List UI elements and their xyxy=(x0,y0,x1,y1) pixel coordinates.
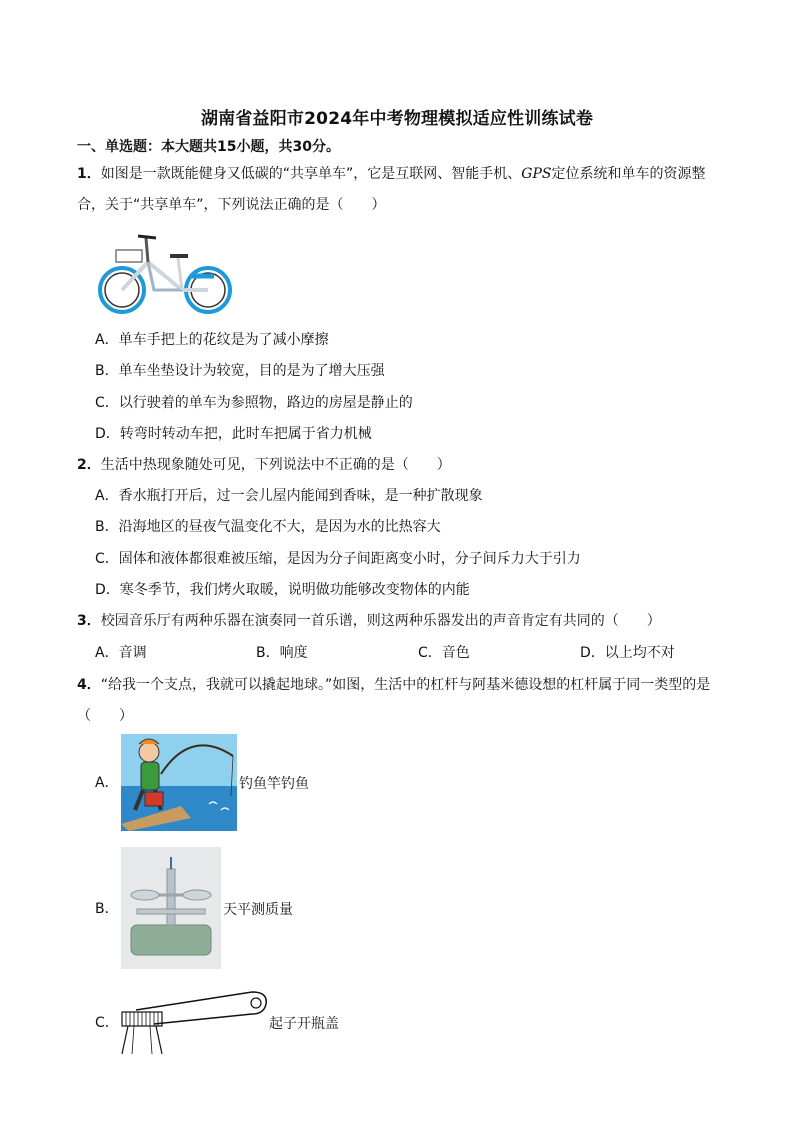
question-3-text: 校园音乐厅有两种乐器在演奏同一首乐谱，则这两种乐器发出的声音肯定有共同的（ ） xyxy=(100,613,661,629)
question-1-option-a[interactable]: A．单车手把上的花纹是为了减小摩擦 xyxy=(95,332,329,348)
question-4-option-a-caption: 钓鱼竿钓鱼 xyxy=(239,776,309,792)
question-1-option-c[interactable]: C．以行驶着的单车为参照物，路边的房屋是静止的 xyxy=(95,395,413,411)
question-4-paren: （ ） xyxy=(77,708,133,724)
question-1-line-1 xyxy=(77,164,705,184)
question-1-text-b: 定位系统和单车的资源整 xyxy=(551,166,706,182)
question-1-gps: GPS xyxy=(521,166,552,182)
question-1-line-2: 合，关于“共享单车”，下列说法正确的是（ ） xyxy=(77,197,386,213)
section-heading: 一、单选题：本大题共15小题，共30分。 xyxy=(77,139,340,155)
question-3-option-c[interactable]: C．音色 xyxy=(418,645,470,661)
question-1-number: 1． xyxy=(77,166,101,182)
question-1-text-a: 如图是一款既能健身又低碳的“共享单车”，它是互联网、智能手机、 xyxy=(100,166,522,182)
question-4-number: 4． xyxy=(77,677,101,693)
question-3-option-a[interactable]: A．音调 xyxy=(95,645,147,661)
balance-scale-image xyxy=(121,847,221,969)
question-2-text: 生活中热现象随处可见，下列说法中不正确的是（ ） xyxy=(100,457,451,473)
shared-bicycle-image xyxy=(96,230,236,318)
question-4-option-c-letter[interactable]: C． xyxy=(95,1015,119,1031)
question-2-option-b[interactable]: B．沿海地区的昼夜气温变化不大，是因为水的比热容大 xyxy=(95,519,441,535)
fishing-rod-image xyxy=(121,734,237,831)
question-4-text: “给我一个支点，我就可以撬起地球。”如图，生活中的杠杆与阿基米德设想的杠杆属于同一类型的是 xyxy=(100,677,711,693)
exam-title: 湖南省益阳市2024年中考物理模拟适应性训练试卷 xyxy=(200,109,594,129)
question-4-option-b-letter[interactable]: B． xyxy=(95,901,119,917)
question-4-option-c-caption: 起子开瓶盖 xyxy=(269,1016,339,1032)
question-2-option-d[interactable]: D．寒冬季节，我们烤火取暖，说明做功能够改变物体的内能 xyxy=(95,582,470,598)
question-2-option-a[interactable]: A．香水瓶打开后，过一会儿屋内能闻到香味，是一种扩散现象 xyxy=(95,488,483,504)
question-2-number: 2． xyxy=(77,457,101,473)
question-3-line xyxy=(77,611,661,631)
question-4-option-b-caption: 天平测质量 xyxy=(223,902,293,918)
bottle-opener-image xyxy=(116,990,268,1056)
question-1-option-b[interactable]: B．单车坐垫设计为较宽，目的是为了增大压强 xyxy=(95,363,385,379)
question-1-option-d[interactable]: D．转弯时转动车把，此时车把属于省力机械 xyxy=(95,426,372,442)
question-2-line xyxy=(77,455,451,475)
question-4-option-a-letter[interactable]: A． xyxy=(95,775,119,791)
question-2-option-c[interactable]: C．固体和液体都很难被压缩，是因为分子间距离变小时，分子间斥力大于引力 xyxy=(95,551,581,567)
question-3-option-d[interactable]: D．以上均不对 xyxy=(580,645,675,661)
question-4-line-1 xyxy=(77,675,710,695)
question-3-option-b[interactable]: B．响度 xyxy=(256,645,308,661)
question-3-number: 3． xyxy=(77,613,101,629)
